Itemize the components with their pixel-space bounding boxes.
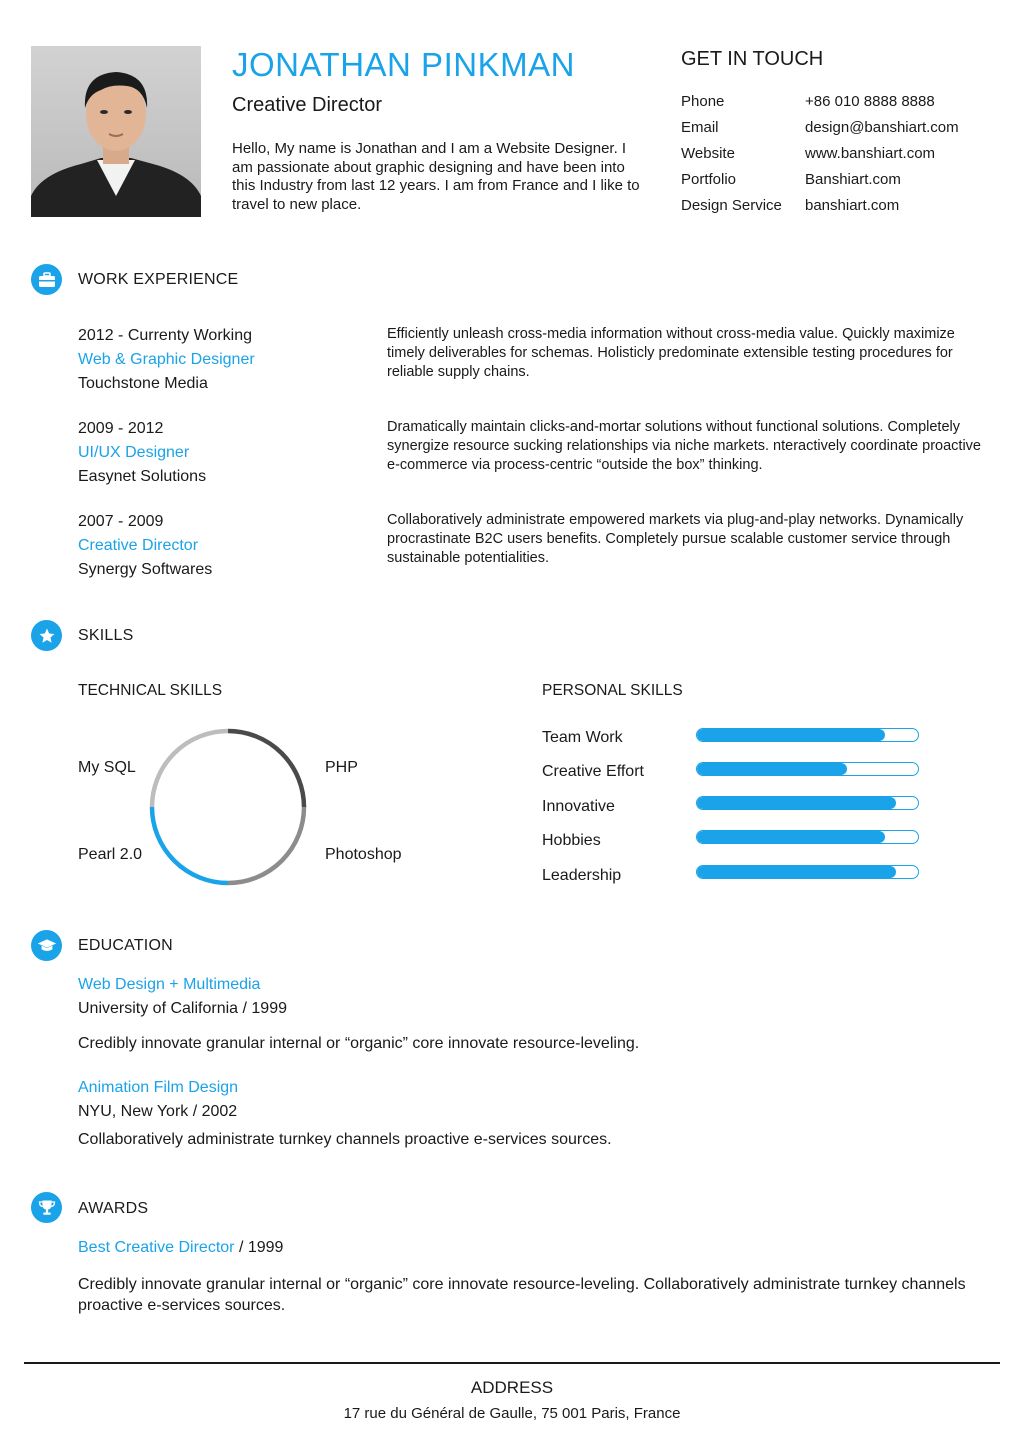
skill-bar-fill — [697, 729, 885, 741]
footer-address: 17 rue du Général de Gaulle, 75 001 Paris, France — [343, 1405, 681, 1422]
skill-bar-innovative — [696, 796, 919, 810]
award-name: Best Creative Director — [78, 1239, 235, 1256]
footer-title: ADDRESS — [470, 1378, 554, 1397]
contact-row — [681, 196, 1001, 222]
personal-skills-title: PERSONAL SKILLS — [542, 682, 683, 699]
job-entry — [78, 510, 368, 582]
contact-portfolio[interactable]: Banshiart.com — [805, 171, 901, 188]
contact-design-service[interactable]: banshiart.com — [805, 197, 900, 214]
job-company: Easynet Solutions — [78, 468, 207, 485]
skill-bar-fill — [697, 831, 885, 843]
education-course: Web Design + Multimedia — [78, 976, 261, 993]
personal-skill-label: Leadership — [542, 867, 622, 884]
tech-skill-label: PHP — [325, 759, 358, 776]
job-period: 2007 - 2009 — [78, 513, 164, 530]
technical-skills-title: TECHNICAL SKILLS — [78, 682, 223, 699]
contact-row — [681, 144, 1001, 170]
star-icon — [31, 620, 62, 651]
ring-segment-mysql — [152, 731, 228, 807]
candidate-role: Creative Director — [232, 94, 383, 116]
education-school: University of California / 1999 — [78, 1000, 287, 1017]
briefcase-icon — [31, 264, 62, 295]
candidate-name: JONATHAN PINKMAN — [232, 46, 575, 83]
trophy-icon — [31, 1192, 62, 1223]
job-entry — [78, 324, 368, 396]
job-period: 2012 - Currenty Working — [78, 327, 252, 344]
job-description: Collaboratively administrate empowered markets via plug-and-play networks. Dynamically procrastinate B2C users benefits. Completely pursue scalable customer service through sustainable potentialities. — [387, 512, 964, 566]
skill-bar-fill — [697, 866, 896, 878]
technical-skills-ring — [148, 727, 308, 887]
section-title-skills: SKILLS — [78, 627, 134, 644]
job-period: 2009 - 2012 — [78, 420, 164, 437]
graduation-cap-icon — [31, 930, 62, 961]
tech-skill-label: Photoshop — [325, 846, 402, 863]
job-company: Synergy Softwares — [78, 561, 213, 578]
ring-segment-php — [228, 731, 304, 807]
ring-segment-photoshop — [228, 807, 304, 883]
contact-row — [681, 118, 1001, 144]
education-description: Collaboratively administrate turnkey channels proactive e-services sources. — [78, 1131, 612, 1148]
contact-list — [681, 92, 1001, 222]
skill-bar-leadership — [696, 865, 919, 879]
education-description: Credibly innovate granular internal or “organic” core innovate resource-leveling. — [78, 1035, 640, 1052]
award-line — [78, 1239, 283, 1257]
contact-title: GET IN TOUCH — [681, 48, 824, 70]
education-course: Animation Film Design — [78, 1079, 239, 1096]
personal-skill-label: Innovative — [542, 798, 615, 815]
skill-bar-hobbies — [696, 830, 919, 844]
personal-skill-label: Creative Effort — [542, 763, 644, 780]
skill-bar-creative-effort — [696, 762, 919, 776]
personal-skill-label: Hobbies — [542, 832, 601, 849]
tech-skill-label: My SQL — [78, 759, 136, 776]
contact-label: Design Service — [681, 197, 782, 214]
profile-photo — [31, 46, 201, 217]
job-position: UI/UX Designer — [78, 444, 190, 461]
skill-bar-fill — [697, 763, 847, 775]
job-position: Web & Graphic Designer — [78, 351, 255, 368]
job-position: Creative Director — [78, 537, 199, 554]
contact-email[interactable]: design@banshiart.com — [805, 119, 959, 136]
section-title-awards: AWARDS — [78, 1200, 149, 1217]
education-school: NYU, New York / 2002 — [78, 1103, 238, 1120]
tech-skill-label: Pearl 2.0 — [78, 846, 143, 863]
personal-skill-label: Team Work — [542, 729, 623, 746]
intro-text: Hello, My name is Jonathan and I am a Website Designer. I am passionate about graphic designing and have been into this Industry from last 12 years. I am from France and I like to travel to new place. — [232, 140, 640, 213]
award-description: Credibly innovate granular internal or “organic” core innovate resource-leveling. Collaboratively administrate turnkey channels proactive e-services sources. — [78, 1276, 966, 1314]
contact-label: Portfolio — [681, 171, 737, 188]
contact-label: Website — [681, 145, 735, 162]
skill-bar-fill — [697, 797, 896, 809]
job-description: Efficiently unleash cross-media information without cross-media value. Quickly maximize timely deliverables for schemas. Holisticly predominate extensible testing procedures for reliable supply chains. — [387, 326, 955, 380]
contact-label: Phone — [681, 93, 725, 110]
section-title-work: WORK EXPERIENCE — [78, 271, 239, 288]
job-company: Touchstone Media — [78, 375, 208, 392]
contact-label: Email — [681, 119, 719, 136]
section-title-education: EDUCATION — [78, 937, 173, 954]
footer-divider — [24, 1362, 1000, 1364]
skill-bar-team-work — [696, 728, 919, 742]
contact-phone[interactable]: +86 010 8888 8888 — [805, 93, 935, 110]
contact-website[interactable]: www.banshiart.com — [805, 145, 936, 162]
job-description: Dramatically maintain clicks-and-mortar solutions without functional solutions. Completely synergize resource sucking relationships via niche markets. nteractively coordinate proactive e-commerce via process-centric “outside the box” thinking. — [387, 419, 981, 473]
contact-row — [681, 92, 1001, 118]
job-entry — [78, 417, 368, 489]
ring-segment-pearl — [152, 807, 228, 883]
award-year: / 1999 — [234, 1239, 284, 1256]
contact-row — [681, 170, 1001, 196]
